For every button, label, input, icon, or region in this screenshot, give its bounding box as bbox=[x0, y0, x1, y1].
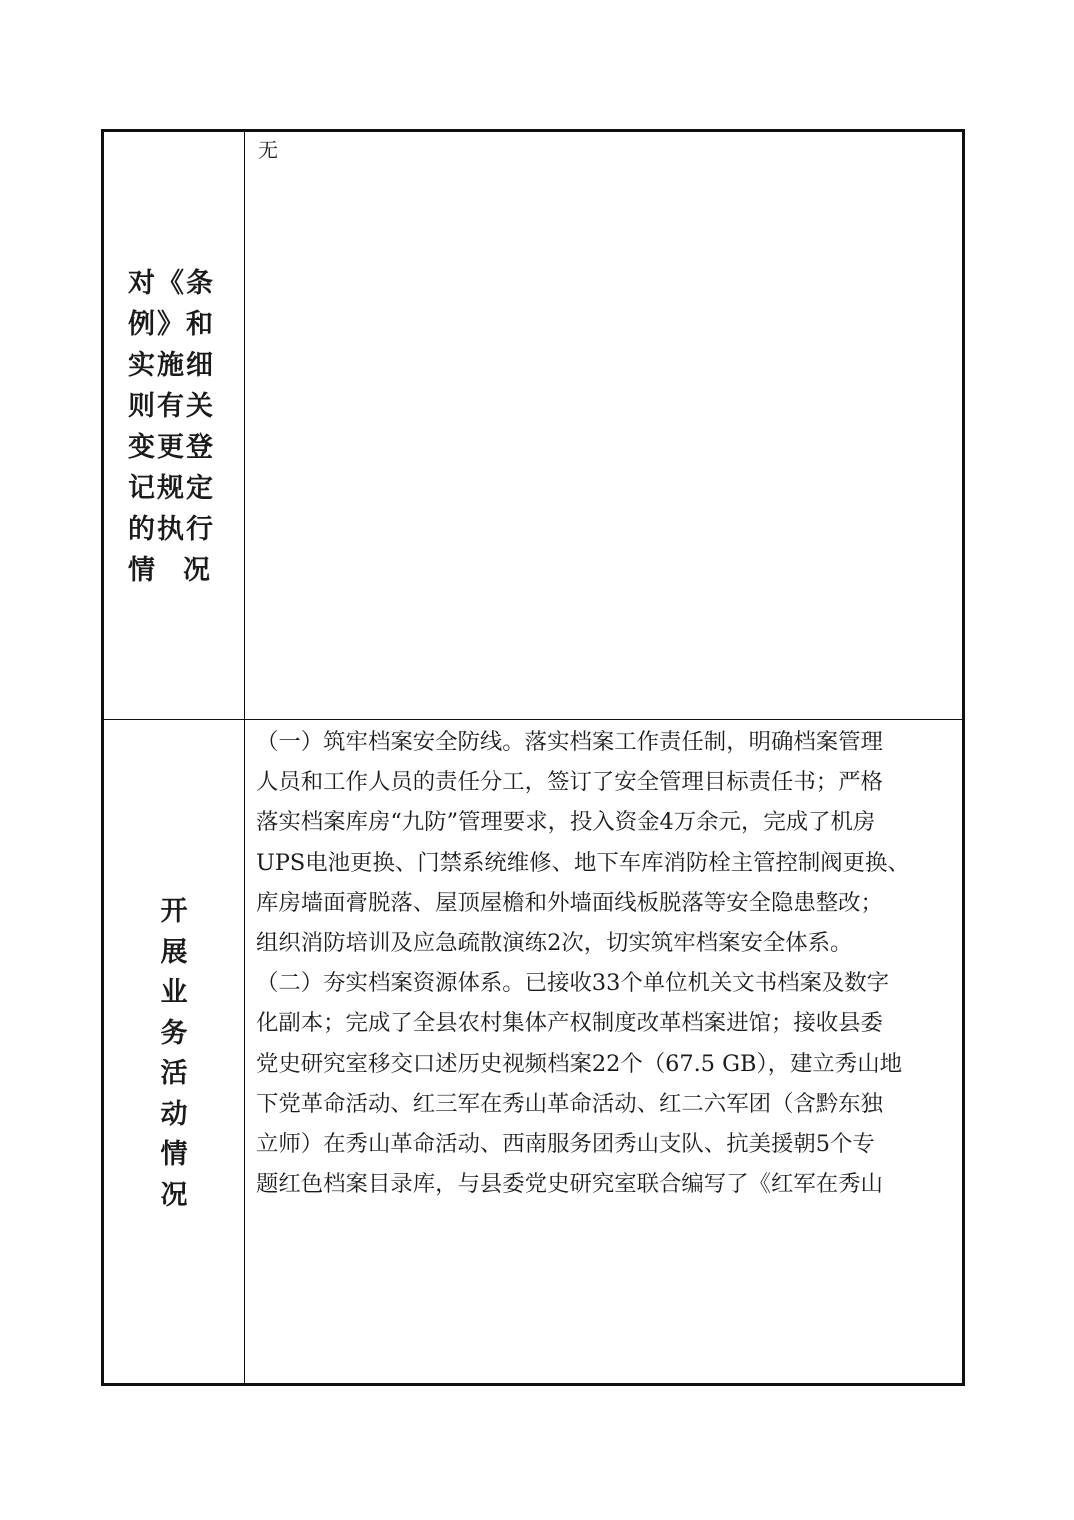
content-line: UPS电池更换、门禁系统维修、地下车库消防栓主管控制阀更换、 bbox=[256, 849, 910, 876]
content-line: 下党革命活动、红三军在秀山革命活动、红二六军团（含黔东独 bbox=[256, 1090, 883, 1117]
label-line: 对《条 bbox=[128, 268, 215, 299]
label-line: 例》和 bbox=[128, 309, 215, 340]
label-char: 务 bbox=[160, 1017, 188, 1049]
label-line: 变更登 bbox=[128, 432, 215, 463]
label-char: 开 bbox=[160, 896, 188, 927]
content-line: （二）夯实档案资源体系。已接收33个单位机关文书档案及数字 bbox=[256, 970, 890, 997]
row-content-business-activities bbox=[256, 722, 959, 1204]
label-char: 况 bbox=[160, 1179, 188, 1211]
content-line: （一）筑牢档案安全防线。落实档案工作责任制，明确档案管理 bbox=[256, 729, 883, 755]
content-line: 人员和工作人员的责任分工，签订了安全管理目标责任书；严格 bbox=[256, 769, 883, 796]
label-line-last bbox=[128, 550, 212, 591]
label-char: 动 bbox=[160, 1098, 188, 1130]
label-char: 情 bbox=[160, 1139, 188, 1170]
content-line: 立师）在秀山革命活动、西南服务团秀山支队、抗美援朝5个专 bbox=[256, 1131, 875, 1158]
content-line: 组织消防培训及应急疏散演练2次，切实筑牢档案安全体系。 bbox=[256, 930, 853, 957]
label-char: 情 bbox=[128, 555, 157, 586]
label-line: 实施细 bbox=[128, 350, 215, 381]
label-line: 记规定 bbox=[128, 473, 215, 504]
label-line: 的执行 bbox=[128, 514, 215, 545]
content-line: 化副本；完成了全县农村集体产权制度改革档案进馆；接收县委 bbox=[256, 1010, 883, 1037]
label-char: 况 bbox=[183, 555, 212, 586]
row-label-business-activities bbox=[144, 892, 204, 1216]
label-line: 则有关 bbox=[128, 391, 215, 422]
row-divider bbox=[104, 719, 962, 720]
label-char: 展 bbox=[160, 936, 188, 968]
column-divider bbox=[244, 132, 245, 1383]
label-char: 活 bbox=[160, 1058, 188, 1089]
content-line: 题红色档案目录库，与县委党史研究室联合编写了《红军在秀山 bbox=[256, 1171, 883, 1198]
label-char: 业 bbox=[160, 977, 188, 1008]
row-label-regulation-execution bbox=[128, 263, 224, 591]
content-line: 落实档案库房“九防”管理要求，投入资金4万余元，完成了机房 bbox=[256, 809, 876, 836]
form-table bbox=[101, 129, 965, 1386]
row-content-regulation-execution: 无 bbox=[258, 138, 278, 162]
content-line: 党史研究室移交口述历史视频档案22个（67.5 GB），建立秀山地 bbox=[256, 1050, 902, 1077]
content-line: 库房墙面膏脱落、屋顶屋檐和外墙面线板脱落等安全隐患整改； bbox=[256, 889, 883, 916]
